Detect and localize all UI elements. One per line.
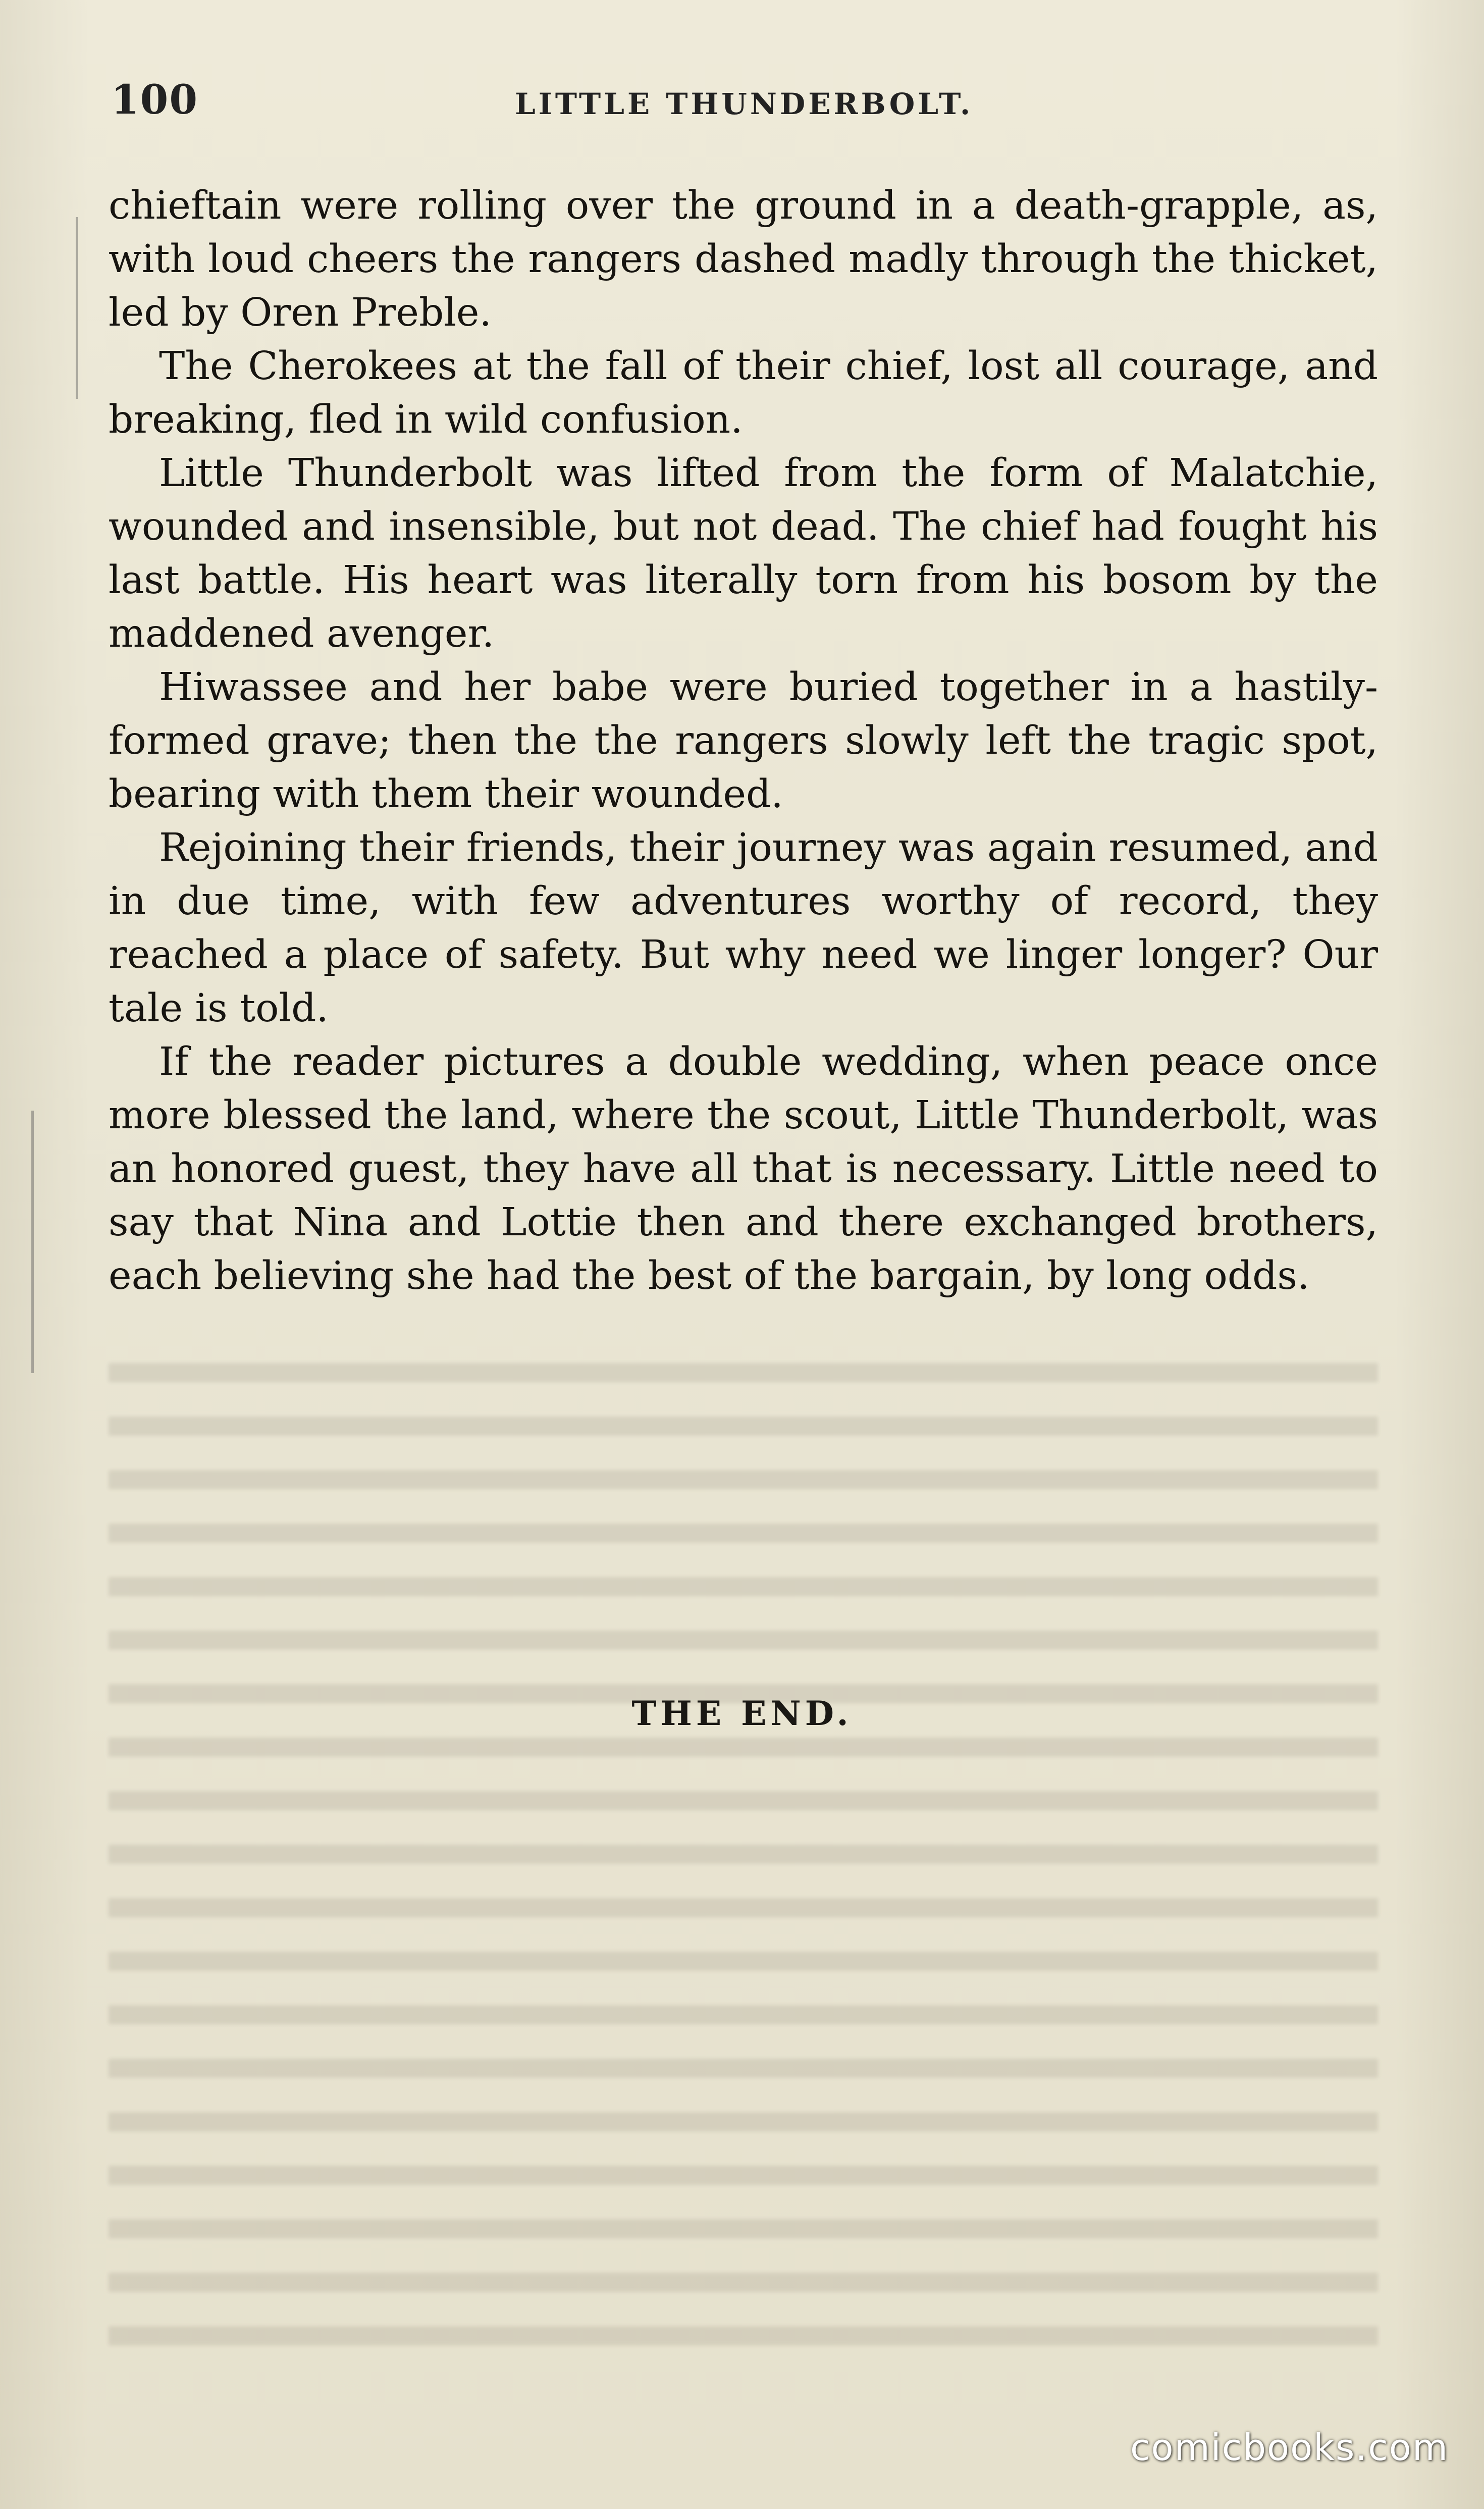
running-head: LITTLE THUNDERBOLT.	[515, 87, 974, 121]
paragraph-4: Hiwassee and her babe were buried together in a hastily-formed grave; then the the rangers slowly left the tragic spot, bearing with them their wounded.	[109, 665, 1378, 817]
paragraph-1: chieftain were rolling over the ground in a death-grapple, as, with loud cheers the rangers dashed madly through the thicket, led by Oren Preble.	[109, 183, 1378, 335]
page-number: 100	[111, 76, 198, 123]
margin-pencil-mark-upper	[76, 217, 78, 399]
watermark: comicbooks.com	[1130, 2426, 1449, 2469]
body-text	[109, 179, 1378, 1303]
paragraph-5: Rejoining their friends, their journey was again resumed, and in due time, with few adventures worthy of record, they reached a place of safety. But why need we linger longer? Our tale is told.	[109, 825, 1378, 1031]
page-header	[111, 76, 1383, 131]
end-mark-text: THE END.	[631, 1694, 853, 1733]
paragraph-2: The Cherokees at the fall of their chief, lost all courage, and breaking, fled in wild confusion.	[109, 344, 1378, 442]
end-mark	[0, 1694, 1484, 1733]
paragraph-6: If the reader pictures a double wedding, when peace once more blessed the land, where the scout, Little Thunderbolt, was an honored guest, they have all that is necessary. Little need to say that Nina and Lottie then and there exchanged brothers, each believing she had the best of the bargain, by long odds.	[109, 1039, 1378, 1298]
show-through-text	[109, 1363, 1378, 2363]
margin-pencil-mark-lower	[31, 1111, 34, 1373]
paragraph-3: Little Thunderbolt was lifted from the form of Malatchie, wounded and insensible, but not dead. The chief had fought his last battle. His heart was literally torn from his bosom by the maddened avenger.	[109, 451, 1378, 656]
